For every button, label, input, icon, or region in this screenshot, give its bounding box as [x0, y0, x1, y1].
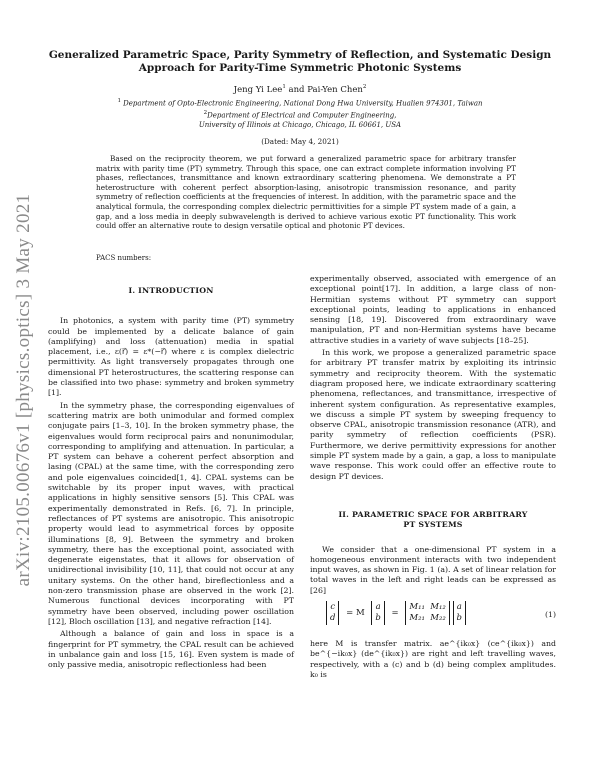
author-1: Jeng Yi Lee: [233, 84, 283, 95]
paper-title: [40, 49, 560, 75]
affiliation-1: [40, 97, 560, 109]
output-vector-top: c: [330, 602, 336, 613]
author-1-affil-mark: 1: [282, 84, 286, 90]
intro-paragraph-2: In the symmetry phase, the corresponding eigenvalues of scattering matrix are both unimodular and formed complex conjugate pairs [1–3, 10]. In the broken symmetry phase, the eigenvalues would form reciprocal pairs and nonunimodular, corresponding to amplifying and attenuation. In particular, a PT system can behave a coherent perfect absorption and lasing (CPAL) at the same time, with the corresponding zero and pole eigenvalues coincided[1, 4]. CPAL systems can be switchable by its proper input waves, with practical applications in highly sensitive sensors [5]. This CPAL was experimentally demonstrated in Refs. [6, 7]. In principle, reflectances of PT systems are anisotropic. This anisotropic property would lead to asymmetrical forces by opposite illuminations [8, 9]. Between the symmetry and broken symmetry, there has the exceptional point, associated with degenerate eigenstates, that it allows for observation of unidirectional invisibility [10, 11], that could not occur at any unitary systems. On the other hand, bireflectionless and a non-zero transmission phase are observed in the work [2]. Numerous functional devices incorporating with PT symmetry have been observed, including power oscillation [12], Bloch oscillation [13], and negative refraction [14].: [48, 400, 294, 626]
author-2-affil-mark: 2: [362, 84, 367, 90]
title-line-2: Approach for Parity-Time Symmetric Photonic Systems: [138, 62, 462, 74]
section-2-heading-line-2: PT SYSTEMS: [403, 520, 463, 530]
section-2-heading: [310, 510, 556, 531]
equation-part-1: = M: [346, 607, 365, 618]
input-vector-2-bottom: b: [456, 613, 462, 624]
left-column: [48, 286, 294, 672]
affiliation-2: [40, 109, 560, 121]
affiliation-2-text: Department of Electrical and Computer Engineering,: [207, 111, 397, 120]
transfer-matrix-row-2: M₂₁ M₂₂: [409, 613, 446, 624]
arxiv-identifier: arXiv:2105.00676v1 [physics.optics] 3 May 2021: [13, 193, 34, 587]
intro-paragraph-4: experimentally observed, associated with emergence of an exceptional point[17]. In addition, a large class of non-Hermitian systems without PT symmetry can support exceptional points, leading to applications in enhanced sensing [18, 19]. Discovered from extraordinary wave manipulation, PT and non-Hermitian systems have became attractive studies in a variety of wave subjects [18–25].: [310, 274, 556, 345]
affiliations: [40, 97, 560, 130]
input-vector-1: [371, 601, 384, 625]
section-2-heading-line-1: II. PARAMETRIC SPACE FOR ARBITRARY: [338, 509, 528, 519]
affiliation-2-mark: 2: [203, 109, 208, 116]
section-1-heading: I. INTRODUCTION: [128, 286, 214, 295]
pacs-numbers: PACS numbers:: [96, 254, 152, 262]
input-vector-2-top: a: [456, 602, 462, 613]
intro-paragraph-3: Although a balance of gain and loss in space is a fingerprint for PT symmetry, the CPAL result can be achieved in unbalance gain and loss [15, 16]. Even system is made of only passive media, anisotropic reflectionless had been: [48, 629, 294, 670]
equation-1: [310, 599, 556, 635]
input-vector-2: [453, 601, 466, 625]
intro-paragraph-5: In this work, we propose a generalized parametric space for arbitrary PT transfer matrix by exploiting its intrinsic symmetry and reciprocity theorem. With the systematic diagram proposed here, we indicate extraordinary scattering phenomena, reflectances, and transmittance, irrespective of inherent system configuration. As representative examples, we discuss a simple PT system by sweeping frequency to observe CPAL, anisotropic transmission resonance (ATR), and parity symmetry of reflection coefficients (PSR). Furthermore, we derive permittivity expressions for another simple PT system made by a gain, a gap, a loss to manipulate wave response. This work could offer an effective route to design PT devices.: [310, 348, 556, 481]
author-separator: and: [285, 84, 308, 95]
title-line-1: Generalized Parametric Space, Parity Symmetry of Reflection, and Systematic Design: [48, 49, 552, 61]
output-vector-bottom: d: [330, 613, 336, 624]
author-list: [40, 84, 560, 95]
affiliation-1-text: Department of Opto-Electronic Engineering, National Dong Hwa University, Hualien 974301, Taiwan: [120, 99, 483, 108]
affiliation-1-mark: 1: [117, 98, 121, 104]
equation-1-number: (1): [544, 610, 556, 620]
input-vector-1-top: a: [375, 602, 381, 613]
author-2: Pai-Yen Chen: [307, 84, 363, 95]
intro-paragraph-1: In photonics, a system with parity time (PT) symmetry could be implemented by a delicate balance of gain (amplifying) and loss (attenuation) media in spatial placement, i.e., ε(r⃗) = ε*(−r⃗) where ε is complex dielectric permittivity. As light transversely propagates through one dimensional PT heterostructures, the scattering response can be classified into two phase: symmetry and broken symmetry [1].: [48, 316, 294, 398]
equation-part-2: =: [391, 607, 399, 618]
equation-1-body: [326, 601, 466, 625]
affiliation-3: University of Illinois at Chicago, Chicago, IL 60661, USA: [198, 120, 402, 129]
output-vector: [326, 601, 339, 625]
input-vector-1-bottom: b: [375, 613, 381, 624]
right-column: [310, 274, 556, 682]
section-2-paragraph-1: We consider that a one-dimensional PT system in a homogeneous environment interacts with two independent input waves, as shown in Fig. 1 (a). A set of linear relation for total waves in the left and right leads can be expressed as [26]: [310, 544, 556, 595]
transfer-matrix: [405, 601, 449, 625]
section-2-paragraph-2: here M is transfer matrix. ae^{ik₀x} (ce^{ik₀x}) and be^{−ik₀x} (de^{ik₀x}) are right and left travelling waves, respectively, with a (c) and b (d) being complex amplitudes. k₀ is: [310, 639, 556, 679]
transfer-matrix-row-1: M₁₁ M₁₂: [409, 602, 446, 613]
abstract: Based on the reciprocity theorem, we put forward a generalized parametric space for arbitrary transfer matrix with parity time (PT) symmetry. Through this space, one can extract complete information involving PT phases, reflectances, transmittance and known extraordinary scattering phenomena. We demonstrate a PT heterostructure with coherent perfect absorption-lasing, anisotropic transmission resonance, and parity symmetry of reflection coefficients at the frequencies of interest. In addition, with the parametric space and the analytical formula, the corresponding complex dielectric permittivities for a simple PT system made of a gain, a gap, and a loss media in deeply subwavelength is derived to achieve various exotic PT functionality. This work could offer an alternative route to design versatile optical and photonic PT devices.: [96, 154, 516, 231]
arxiv-side-stamp: [6, 160, 42, 620]
date-line: (Dated: May 4, 2021): [261, 137, 339, 146]
